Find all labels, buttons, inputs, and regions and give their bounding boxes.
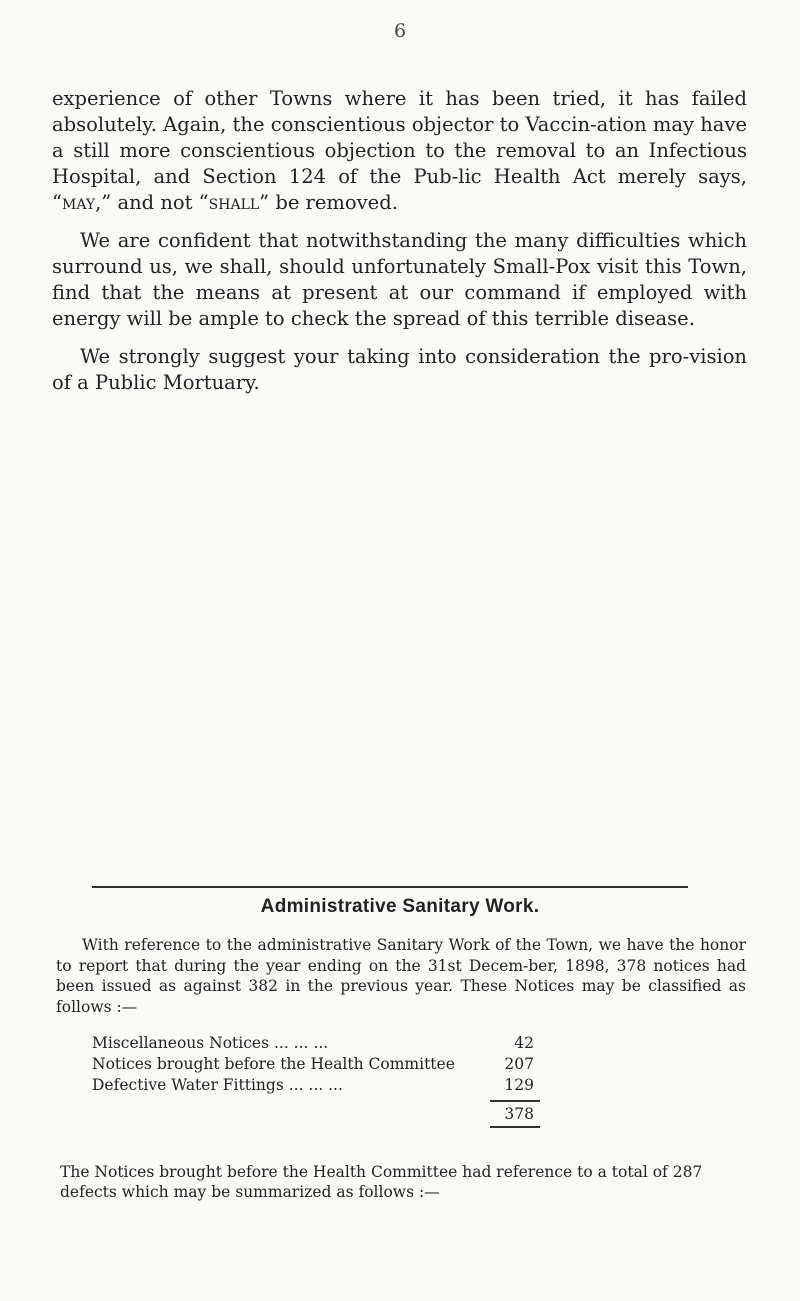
intro-section <box>52 86 747 408</box>
section-divider <box>92 886 688 888</box>
summary-label: Defective Water Fittings ... ... ... <box>92 1076 343 1094</box>
summary-value: 42 <box>514 1034 534 1052</box>
intro-paragraph-3: We strongly suggest your taking into consideration the pro-vision of a Public Mortuary. <box>52 345 747 394</box>
intro-paragraph-2: We are confident that notwithstanding the many difficulties which surround us, we shall, should unfortunately Small-Pox visit this Town, find that the means at present at our command if employed with energy will be ample to check the spread of this terrible disease. <box>52 229 747 330</box>
summary-row <box>92 1033 632 1054</box>
summary-total-row <box>92 1096 632 1126</box>
total-rule-top <box>490 1100 540 1102</box>
intro-may: may <box>61 191 96 214</box>
page-number: 6 <box>393 20 407 42</box>
notice-summary <box>92 1033 632 1126</box>
admin-paragraph: With reference to the administrative Sanitary Work of the Town, we have the honor to report that during the year ending on the 31st Decem-ber, 1898, 378 notices had been issued as against 382 in the previous year. These Notices may be classified as follows :— <box>56 936 746 1016</box>
intro-text-c: ” be removed. <box>259 191 398 214</box>
section-heading: Administrative Sanitary Work. <box>260 896 540 917</box>
summary-label: Notices brought before the Health Committee <box>92 1055 455 1073</box>
total-rule-bottom <box>490 1126 540 1128</box>
summary-row <box>92 1075 632 1096</box>
summary-label: Miscellaneous Notices ... ... ... <box>92 1034 329 1052</box>
summary-value: 129 <box>504 1076 534 1094</box>
intro-text-a: experience of other Towns where it has been tried, it has failed absolutely. Again, the conscientious objector to Vaccin-ation may have a still more conscientious objection to the removal to an Infectious Hospital, and Section 124 of the Pub-lic Health Act merely says, “ <box>52 87 747 214</box>
summary-value: 207 <box>504 1055 534 1073</box>
intro-shall: shall <box>208 191 260 214</box>
intro-text-b: ,” and not “ <box>95 191 209 214</box>
intro-paragraph-1 <box>52 86 747 216</box>
notices-paragraph: The Notices brought before the Health Committee had reference to a total of 287 defects which may be summarized as follows :— <box>60 1163 703 1201</box>
summary-row <box>92 1054 632 1075</box>
summary-total: 378 <box>504 1105 534 1123</box>
